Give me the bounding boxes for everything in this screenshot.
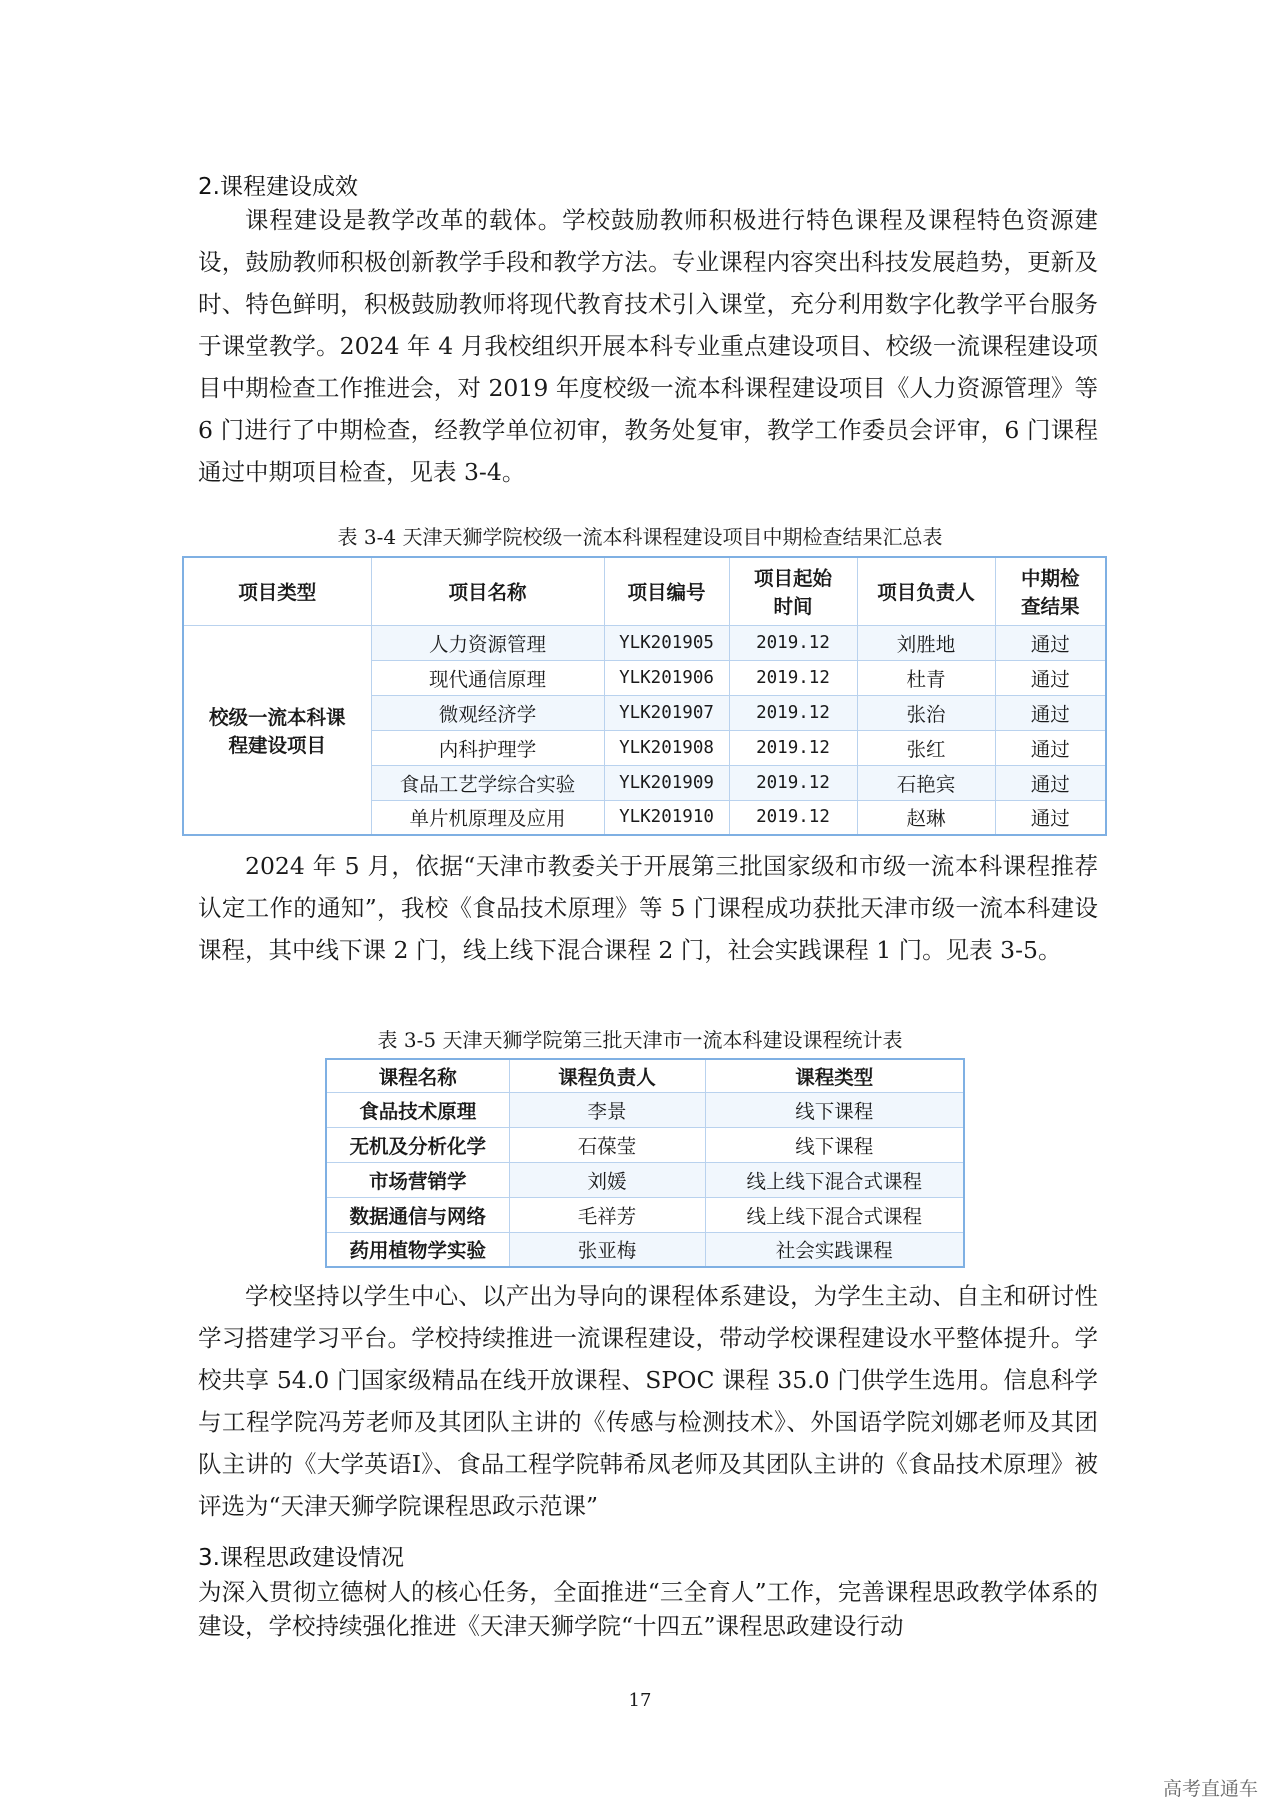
course-type-cell: 线上线下混合式课程 [705, 1197, 964, 1232]
header-project-type: 项目类型 [183, 557, 371, 625]
start-time-cell: 2019.12 [729, 800, 857, 835]
table-3-4-header-row [183, 557, 1106, 625]
table-3-5-header-row [326, 1059, 964, 1092]
project-name-cell: 单片机原理及应用 [371, 800, 604, 835]
course-leader-cell: 毛祥芳 [509, 1197, 705, 1232]
table-row [326, 1127, 964, 1162]
leader-cell: 张红 [857, 730, 995, 765]
start-time-cell: 2019.12 [729, 625, 857, 660]
section-2-paragraph-3: 学校坚持以学生中心、以产出为导向的课程体系建设，为学生主动、自主和研讨性学习搭建学习平台。学校持续推进一流课程建设，带动学校课程建设水平整体提升。学校共享 54.0 门国家级精品在线开放课程、SPOC 课程 35.0 门供学生选用。信息科学与工程学院冯芳老师及其团队主讲的《传感与检测技术》、外国语学院刘娜老师及其团队主讲的《大学英语Ⅰ》、食品工程学院韩希凤老师及其团队主讲的《食品技术原理》被评选为“天津天狮学院课程思政示范课” [198, 1282, 1098, 1520]
course-type-cell: 社会实践课程 [705, 1232, 964, 1267]
leader-cell: 刘胜地 [857, 625, 995, 660]
header-start-time-line-1: 项目起始 [753, 567, 832, 591]
course-leader-cell: 李景 [509, 1092, 705, 1127]
project-name-cell: 微观经济学 [371, 695, 604, 730]
course-type-cell: 线上线下混合式课程 [705, 1162, 964, 1197]
start-time-cell: 2019.12 [729, 730, 857, 765]
category-line-2: 程建设项目 [228, 733, 326, 757]
header-start-time-line-2: 时间 [773, 595, 813, 619]
header-project-leader: 项目负责人 [857, 557, 995, 625]
table-row [326, 1232, 964, 1267]
result-cell: 通过 [995, 660, 1106, 695]
table-row [326, 1162, 964, 1197]
table-3-4-caption: 表 3-4 天津天狮学院校级一流本科课程建设项目中期检查结果汇总表 [337, 525, 943, 549]
result-cell: 通过 [995, 695, 1106, 730]
table-3-4 [182, 556, 1107, 836]
header-check-result-line-2: 查结果 [1020, 595, 1080, 619]
table-3-5-caption: 表 3-5 天津天狮学院第三批天津市一流本科建设课程统计表 [377, 1028, 903, 1052]
project-code-cell: YLK201908 [604, 730, 729, 765]
header-course-leader: 课程负责人 [509, 1059, 705, 1092]
project-code-cell: YLK201905 [604, 625, 729, 660]
start-time-cell: 2019.12 [729, 765, 857, 800]
header-project-name: 项目名称 [371, 557, 604, 625]
header-start-time [729, 557, 857, 625]
project-code-cell: YLK201907 [604, 695, 729, 730]
table-row [326, 1197, 964, 1232]
table-3-5 [325, 1058, 965, 1268]
project-code-cell: YLK201906 [604, 660, 729, 695]
header-check-result-line-1: 中期检 [1020, 567, 1080, 591]
project-code-cell: YLK201909 [604, 765, 729, 800]
start-time-cell: 2019.12 [729, 695, 857, 730]
header-project-code: 项目编号 [604, 557, 729, 625]
course-type-cell: 线下课程 [705, 1127, 964, 1162]
page-number: 17 [628, 1690, 652, 1711]
project-name-cell: 内科护理学 [371, 730, 604, 765]
section-2-paragraph-1: 课程建设是教学改革的载体。学校鼓励教师积极进行特色课程及课程特色资源建设，鼓励教师积极创新教学手段和教学方法。专业课程内容突出科技发展趋势，更新及时、特色鲜明，积极鼓励教师将现代教育技术引入课堂，充分利用数字化教学平台服务于课堂教学。2024 年 4 月我校组织开展本科专业重点建设项目、校级一流课程建设项目中期检查工作推进会，对 2019 年度校级一流本科课程建设项目《人力资源管理》等 6 门进行了中期检查，经教学单位初审，教务处复审，教学工作委员会评审，6 门课程通过中期项目检查，见表 3-4。 [198, 206, 1098, 486]
project-name-cell: 人力资源管理 [371, 625, 604, 660]
section-2-heading: 2.课程建设成效 [198, 174, 358, 200]
section-3-heading: 3.课程思政建设情况 [198, 1545, 404, 1571]
header-check-result [995, 557, 1106, 625]
course-name-cell: 药用植物学实验 [326, 1232, 509, 1267]
course-leader-cell: 张亚梅 [509, 1232, 705, 1267]
leader-cell: 杜青 [857, 660, 995, 695]
section-3-paragraph: 为深入贯彻立德树人的核心任务，全面推进“三全育人”工作，完善课程思政教学体系的建设，学校持续强化推进《天津天狮学院“十四五”课程思政建设行动 [198, 1578, 1098, 1640]
start-time-cell: 2019.12 [729, 660, 857, 695]
result-cell: 通过 [995, 730, 1106, 765]
table-row [326, 1092, 964, 1127]
course-name-cell: 食品技术原理 [326, 1092, 509, 1127]
section-2-paragraph-2: 2024 年 5 月，依据“天津市教委关于开展第三批国家级和市级一流本科课程推荐认定工作的通知”，我校《食品技术原理》等 5 门课程成功获批天津市级一流本科建设课程，其中线下课 2 门，线上线下混合课程 2 门，社会实践课程 1 门。见表 3-5。 [198, 852, 1098, 964]
header-course-name: 课程名称 [326, 1059, 509, 1092]
header-course-type: 课程类型 [705, 1059, 964, 1092]
leader-cell: 赵琳 [857, 800, 995, 835]
course-leader-cell: 刘媛 [509, 1162, 705, 1197]
course-name-cell: 数据通信与网络 [326, 1197, 509, 1232]
category-line-1: 校级一流本科课 [208, 705, 346, 729]
course-name-cell: 市场营销学 [326, 1162, 509, 1197]
result-cell: 通过 [995, 800, 1106, 835]
course-type-cell: 线下课程 [705, 1092, 964, 1127]
table-row [183, 625, 1106, 660]
course-leader-cell: 石葆莹 [509, 1127, 705, 1162]
project-code-cell: YLK201910 [604, 800, 729, 835]
project-name-cell: 食品工艺学综合实验 [371, 765, 604, 800]
watermark-text: 高考直通车 [1162, 1778, 1258, 1800]
leader-cell: 张治 [857, 695, 995, 730]
category-cell [183, 625, 371, 835]
project-name-cell: 现代通信原理 [371, 660, 604, 695]
leader-cell: 石艳宾 [857, 765, 995, 800]
result-cell: 通过 [995, 625, 1106, 660]
course-name-cell: 无机及分析化学 [326, 1127, 509, 1162]
result-cell: 通过 [995, 765, 1106, 800]
